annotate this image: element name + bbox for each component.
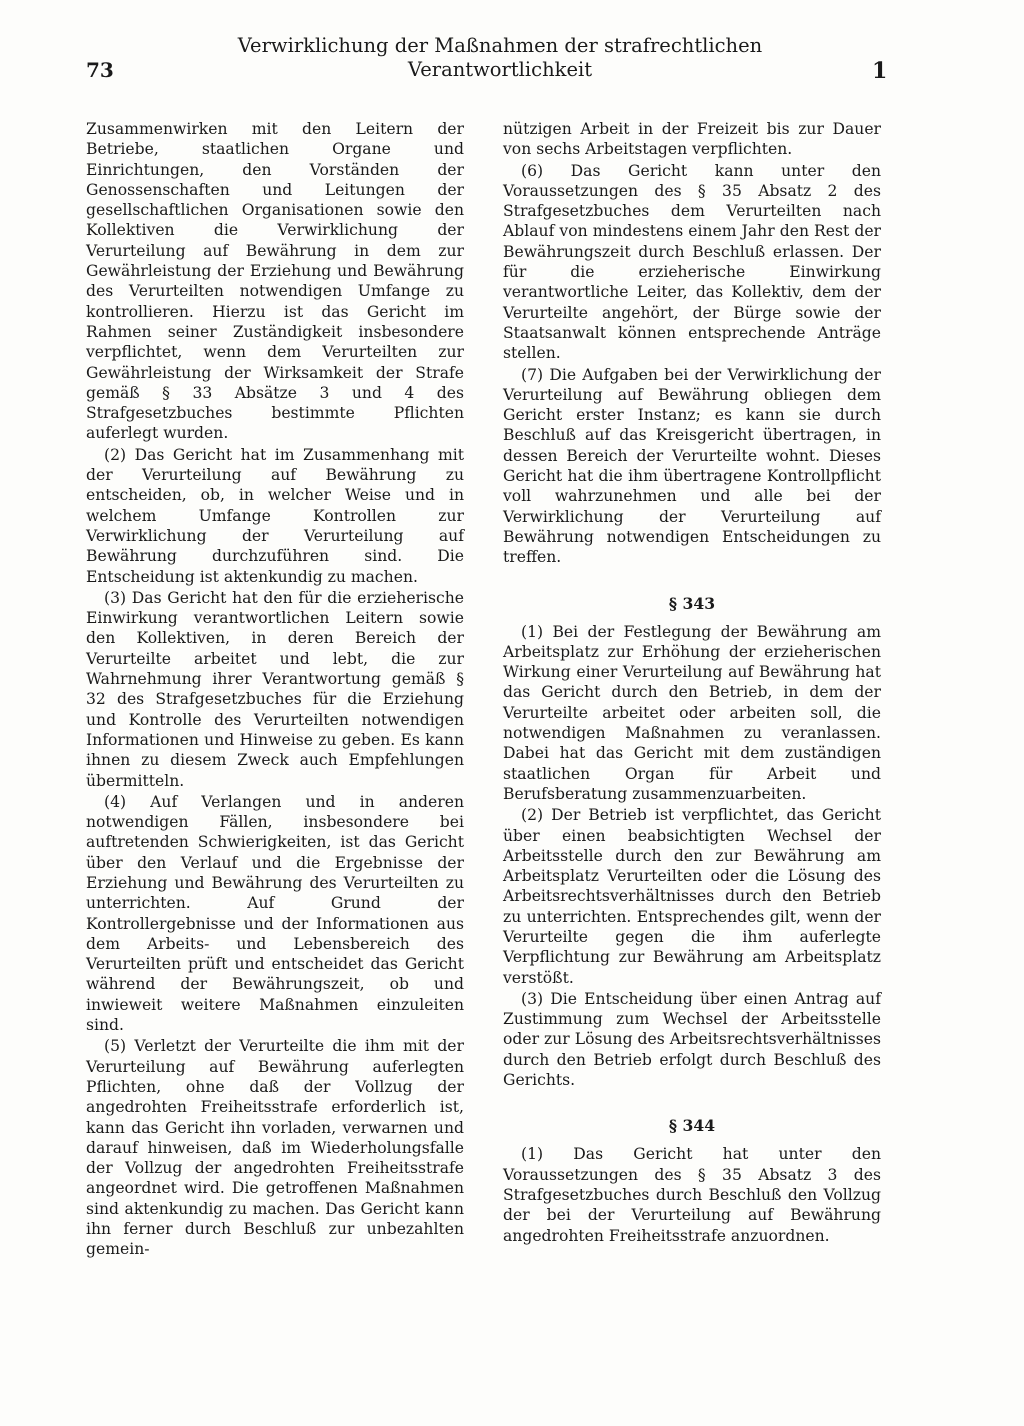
section-343-paragraph-3: (3) Die Entscheidung über einen Antrag auf Zustimmung zum Wechsel der Arbeitsstelle oder zur Lösung des Arbeitsrechtsverhältnisses durch den Betrieb erfolgt durch Beschluß des Gerichts. [503, 989, 881, 1090]
section-343-paragraph-1: (1) Bei der Festlegung der Bewährung am Arbeitsplatz zur Erhöhung der erzieherischen Wirkung einer Verurteilung auf Bewährung hat das Gericht durch den Betrieb, in dem der Verurteilte arbeitet oder arbeiten soll, die notwendigen Maßnahmen zu veranlassen. Dabei hat das Gericht mit dem zuständigen staatlichen Organ für Arbeit und Berufsberatung zusammenzuarbeiten. [503, 622, 881, 803]
paragraph-6: (6) Das Gericht kann unter den Voraussetzungen des § 35 Absatz 2 des Strafgesetzbuches dem Verurteilten nach Ablauf von mindestens einem Jahr den Rest der Bewährungszeit durch Beschluß erlassen. Der für die erzieherische Einwirkung verantwortliche Leiter, das Kollektiv, dem der Verurteilte angehört, der Bürge sowie der Staatsanwalt können entsprechende Anträge stellen. [503, 161, 881, 363]
section-343-heading: § 343 [668, 593, 716, 613]
paragraph-5: (5) Verletzt der Verurteilte die ihm mit der Verurteilung auf Bewährung auferlegten Pflichten, ohne daß der Vollzug der angedrohten Freiheitsstrafe erforderlich ist, kann das Gericht ihn vorladen, verwarnen und darauf hinweisen, daß im Wiederholungsfalle der Vollzug der angedrohten Freiheitsstrafe angeordnet wird. Die getroffenen Maßnahmen sind aktenkundig zu machen. Das Gericht kann ihn ferner durch Beschluß zur unbezahlten gemein- [86, 1037, 464, 1259]
running-title-line-2: Verantwortlichkeit [407, 58, 593, 81]
section-344-paragraph-1: (1) Das Gericht hat unter den Voraussetzungen des § 35 Absatz 3 des Strafgesetzbuches durch Beschluß den Vollzug der bei der Verurteilung auf Bewährung angedrohten Freiheitsstrafe anzuordnen. [503, 1145, 881, 1245]
paragraph-3: (3) Das Gericht hat den für die erzieherische Einwirkung verantwortlichen Leitern sowie den Kollektiven, in deren Bereich der Verurteilte arbeitet und lebt, die zur Wahrnehmung ihrer Verantwortung gemäß § 32 des Strafgesetzbuches für die Erziehung und Kontrolle des Verurteilten notwendigen Informationen und Hinweise zu geben. Es kann ihnen zu diesem Zweck auch Empfehlungen übermitteln. [86, 588, 464, 790]
running-title-line-1: Verwirklichung der Maßnahmen der strafrechtlichen [237, 34, 763, 57]
section-number: 1 [872, 58, 888, 84]
paragraph-5-continued: nützigen Arbeit in der Freizeit bis zur Dauer von sechs Arbeitstagen verpflichten. [503, 120, 881, 159]
paragraph-2: (2) Das Gericht hat im Zusammenhang mit der Verurteilung auf Bewährung zu entscheiden, ob, in welcher Weise und in welchem Umfange Kontrollen zur Verwirklichung der Verurteilung auf Bewährung durchzuführen sind. Die Entscheidung ist aktenkundig zu machen. [86, 445, 464, 586]
right-column [503, 119, 881, 1247]
paragraph-7: (7) Die Aufgaben bei der Verwirklichung der Verurteilung auf Bewährung obliegen dem Gericht erster Instanz; es kann sie durch Beschluß auf das Kreisgericht übertragen, in dessen Bereich der Verurteilte wohnt. Dieses Gericht hat die ihm übertragene Kontrollpflicht voll wahrzunehmen und alle bei der Verwirklichung der Verurteilung auf Bewährung notwendigen Entscheidungen zu treffen. [503, 365, 881, 567]
page-number: 73 [86, 58, 114, 82]
left-column [86, 119, 464, 1261]
paragraph-4: (4) Auf Verlangen und in anderen notwendigen Fällen, insbesondere bei auftretenden Schwierigkeiten, ist das Gericht über den Verlauf und die Ergebnisse der Erziehung und Bewährung des Verurteilten zu unterrichten. Auf Grund der Kontrollergebnisse und der Informationen aus dem Arbeits- und Lebensbereich des Verurteilten prüft und entscheidet das Gericht während der Bewährungszeit, ob und inwieweit weitere Maßnahmen einzuleiten sind. [86, 792, 464, 1035]
section-344-heading: § 344 [668, 1116, 716, 1136]
page-header [0, 28, 1024, 88]
running-title [170, 34, 830, 82]
paragraph-continued: Zusammenwirken mit den Leitern der Betriebe, staatlichen Organe und Einrichtungen, den Vorständen der Genossenschaften und Leitungen der gesellschaftlichen Organisationen sowie den Kollektiven die Verwirklichung der Verurteilung auf Bewährung in dem zur Gewährleistung der Erziehung und Bewährung des Verurteilten notwendigen Umfange zu kontrollieren. Hierzu ist das Gericht im Rahmen seiner Zuständigkeit insbesondere verpflichtet, wenn dem Verurteilten zur Gewährleistung der Wirksamkeit der Strafe gemäß § 33 Absätze 3 und 4 des Strafgesetzbuches bestimmte Pflichten auferlegt wurden. [86, 120, 464, 443]
section-343-paragraph-2: (2) Der Betrieb ist verpflichtet, das Gericht über einen beabsichtigten Wechsel der Arbeitsstelle durch den zur Bewährung am Arbeitsplatz Verurteilten oder die Lösung des Arbeitsrechtsverhältnisses durch den Betrieb zu unterrichten. Entsprechendes gilt, wenn der Verurteilte gegen die ihm auferlegte Verpflichtung zur Bewährung am Arbeitsplatz verstößt. [503, 806, 881, 987]
